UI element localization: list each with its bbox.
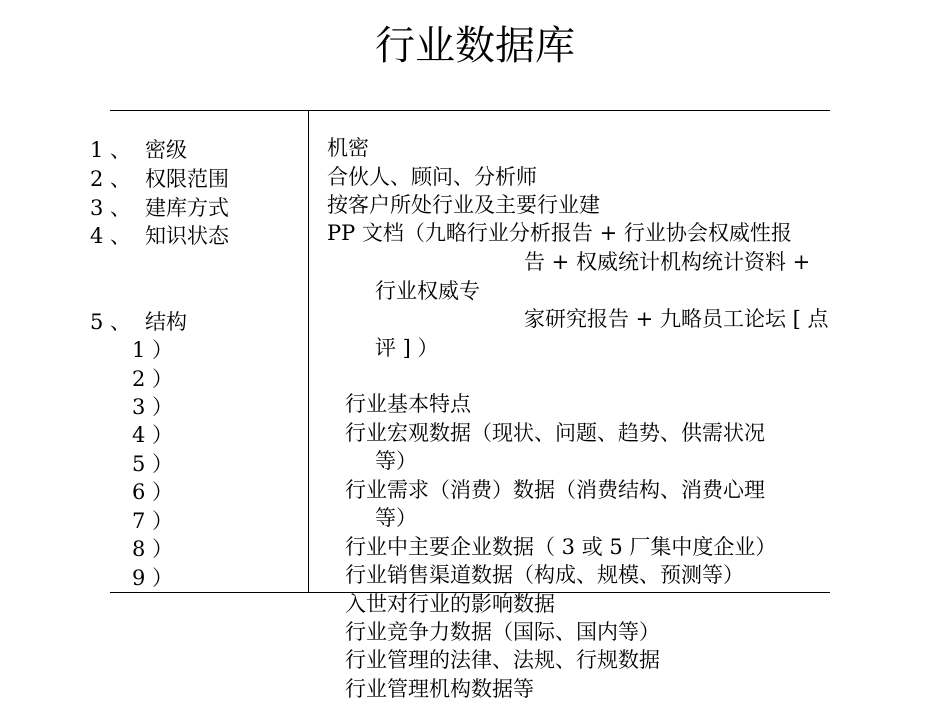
structure-line: 行业宏观数据（现状、问题、趋势、供需状况 <box>345 421 765 445</box>
item-label: 建库方式 <box>145 196 229 220</box>
structure-line: 行业竞争力数据（国际、国内等） <box>345 620 660 644</box>
item-number: 1 、 <box>90 138 132 162</box>
sub-number-9: 9 ） <box>132 566 174 590</box>
sub-number-4: 4 ） <box>132 423 174 447</box>
item-label: 知识状态 <box>145 224 229 248</box>
structure-line: 等） <box>375 506 417 530</box>
scope-value: 合伙人、顾问、分析师 <box>327 165 537 189</box>
method-value: 按客户所处行业及主要行业建 <box>327 193 600 217</box>
structure-line: 行业需求（消费）数据（消费结构、消费心理 <box>345 478 765 502</box>
sub-number-2: 2 ） <box>132 367 174 391</box>
item-label: 权限范围 <box>145 167 229 191</box>
item-label: 密级 <box>145 138 187 162</box>
structure-line: 入世对行业的影响数据 <box>345 592 555 616</box>
sub-number-5: 5 ） <box>132 452 174 476</box>
structure-line: 行业管理的法律、法规、行规数据 <box>345 648 660 672</box>
item-number: 5 、 <box>90 310 132 334</box>
left-item-secrecy <box>90 136 187 164</box>
page-title: 行业数据库 <box>375 23 575 69</box>
structure-line: 等） <box>375 449 417 473</box>
column-divider <box>308 110 309 593</box>
item-number: 4 、 <box>90 224 132 248</box>
structure-line: 行业管理机构数据等 <box>345 677 534 701</box>
sub-number-1: 1 ） <box>132 338 174 362</box>
structure-line: 行业基本特点 <box>345 392 471 416</box>
left-item-method <box>90 194 229 222</box>
structure-line: 行业销售渠道数据（构成、规模、预测等） <box>345 563 744 587</box>
status-line-2: 告 + 权威统计机构统计资料 + <box>524 250 811 274</box>
status-line-3: 行业权威专 <box>375 279 480 303</box>
sub-number-7: 7 ） <box>132 509 174 533</box>
secrecy-value: 机密 <box>327 136 369 160</box>
left-item-structure <box>90 308 187 336</box>
item-label: 结构 <box>145 310 187 334</box>
sub-number-3: 3 ） <box>132 395 174 419</box>
status-line-4: 家研究报告 + 九略员工论坛 [ 点 <box>524 307 829 331</box>
left-item-scope <box>90 165 229 193</box>
status-line-5: 评 ] ） <box>375 336 439 360</box>
sub-number-6: 6 ） <box>132 480 174 504</box>
structure-line: 行业中主要企业数据（ 3 或 5 厂集中度企业） <box>345 535 777 559</box>
left-item-status <box>90 222 229 250</box>
table-top-border <box>110 110 830 111</box>
item-number: 2 、 <box>90 167 132 191</box>
item-number: 3 、 <box>90 196 132 220</box>
status-line-1: PP 文档（九略行业分析报告 + 行业协会权威性报 <box>327 221 792 245</box>
sub-number-8: 8 ） <box>132 537 174 561</box>
